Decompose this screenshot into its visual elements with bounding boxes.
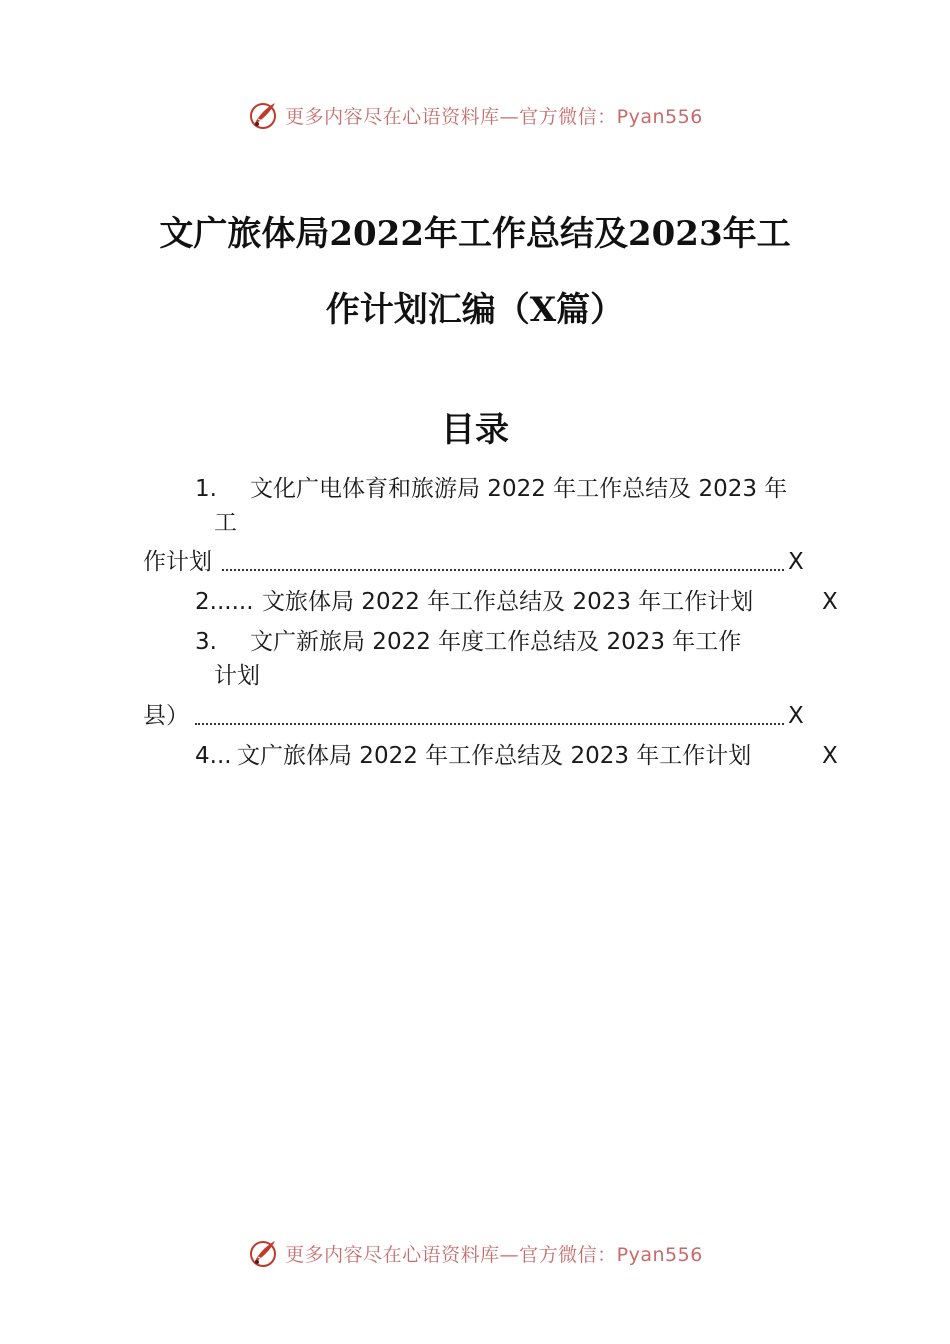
toc-entry-title-wrap: 作计划 <box>143 549 212 575</box>
toc-entry-title-wrap: 工 <box>214 510 237 536</box>
document-title-line-1: 文广旅体局2022年工作总结及2023年工 <box>159 214 791 254</box>
toc-entry-title: 文旅体局 2022 年工作总结及 2023 年工作计划 <box>262 589 754 615</box>
toc-entry-title-wrap: 计划 <box>214 663 260 689</box>
toc-leader-dots <box>195 719 784 725</box>
toc-entry-number: 2...... <box>195 589 254 615</box>
toc-entry-number: 4... <box>195 743 232 769</box>
toc-page-number: X <box>822 743 838 769</box>
toc-page-number: X <box>788 549 804 575</box>
feather-pen-logo-icon <box>247 1237 279 1269</box>
toc-page-number: X <box>788 703 804 729</box>
toc-page-number: X <box>822 589 838 615</box>
feather-pen-logo-icon <box>247 99 279 131</box>
toc-heading: 目录 <box>441 410 509 450</box>
toc-entry-number: 3. <box>195 629 217 655</box>
watermark-text: 更多内容尽在心语资料库—官方微信：Pyan556 <box>285 1243 703 1266</box>
watermark-footer <box>0 1233 950 1273</box>
watermark-header <box>0 95 950 135</box>
toc-entry-title: 文化广电体育和旅游局 2022 年工作总结及 2023 年 <box>250 476 788 502</box>
document-title-line-2: 作计划汇编（X篇） <box>325 290 625 330</box>
toc-entry-title: 文广旅体局 2022 年工作总结及 2023 年工作计划 <box>237 743 752 769</box>
toc-entry-title-wrap: 县） <box>143 703 189 729</box>
watermark-text: 更多内容尽在心语资料库—官方微信：Pyan556 <box>285 105 703 128</box>
toc-leader-dots <box>222 565 784 571</box>
toc-entry-title: 文广新旅局 2022 年度工作总结及 2023 年工作 <box>250 629 742 655</box>
toc-entry-number: 1. <box>195 476 217 502</box>
